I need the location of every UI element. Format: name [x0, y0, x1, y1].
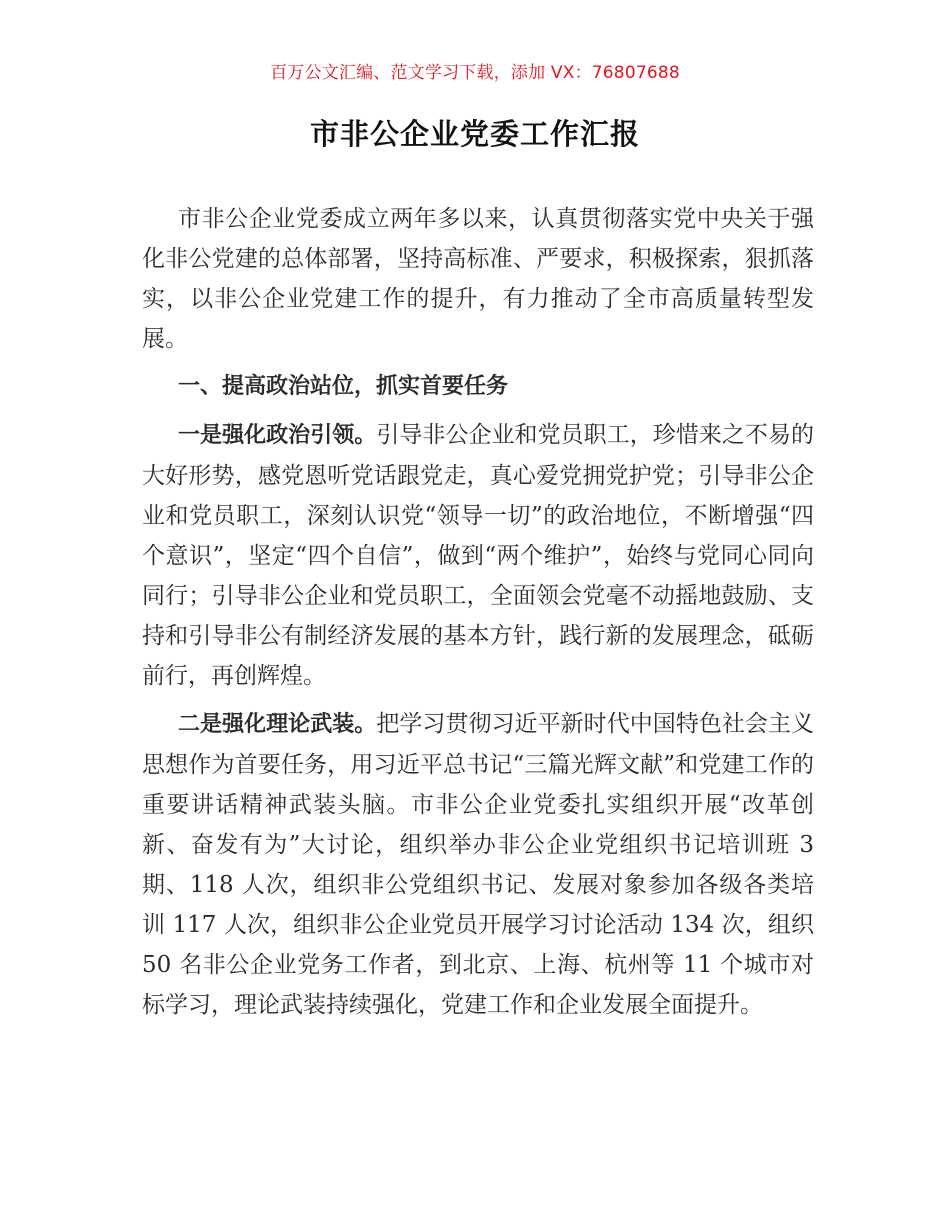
item-body-2: 把学习贯彻习近平新时代中国特色社会主义思想作为首要任务，用习近平总书记“三篇光辉文献”和党建工作的重要讲话精神武装头脑。市非公企业党委扎实组织开展“改革创新、奋发有为”大讨论，组织举办非公企业党组织书记培训班 3 期、118 人次，组织非公党组织书记、发展对象参加各级各类培训 117 人次，组织非公企业党员开展学习讨论活动 134 次，组织 50 名非公企业党务工作者，到北京、上海、杭州等 11 个城市对标学习，理论武装持续强化，党建工作和企业发展全面提升。 [142, 711, 815, 1018]
intro-paragraph: 市非公企业党委成立两年多以来，认真贯彻落实党中央关于强化非公党建的总体部署，坚持高标准、严要求，积极探索，狠抓落实，以非公企业党建工作的提升，有力推动了全市高质量转型发展。 [142, 206, 814, 352]
section-heading: 一、提高政治站位，抓实首要任务 [178, 374, 509, 399]
document-body [142, 199, 814, 1033]
item-lead-2: 二是强化理论武装。 [178, 712, 377, 737]
item-body-1: 引导非公企业和党员职工，珍惜来之不易的大好形势，感党恩听党话跟党走，真心爱党拥党护党；引导非公企业和党员职工，深刻认识党“领导一切”的政治地位，不断增强“四个意识”，坚定“四个自信”，做到“两个维护”，始终与党同心同向同行；引导非公企业和党员职工，全面领会党毫不动摇地鼓励、支持和引导非公有制经济发展的基本方针，践行新的发展理念，砥砺前行，再创辉煌。 [142, 422, 815, 689]
item-paragraph-1 [142, 415, 814, 696]
document-title: 市非公企业党委工作汇报 [309, 117, 640, 151]
item-lead-1: 一是强化政治引领。 [178, 423, 377, 448]
item-paragraph-2 [142, 704, 814, 1025]
header-banner: 百万公文汇编、范文学习下载，添加 VX：76807688 [270, 63, 680, 83]
